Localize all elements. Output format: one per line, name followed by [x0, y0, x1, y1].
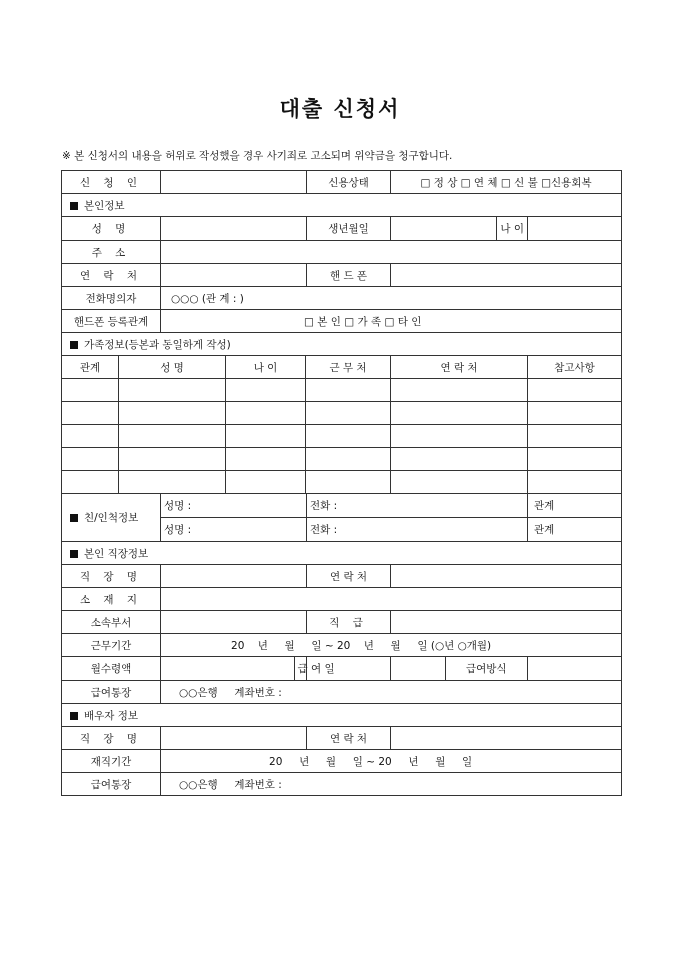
phone-owner-label: 전화명의자 [62, 287, 161, 310]
family-cell[interactable] [119, 471, 226, 494]
square-bullet-icon [70, 514, 78, 522]
square-bullet-icon [70, 202, 78, 210]
family-cell[interactable] [226, 379, 306, 402]
location-label: 소 재 지 [62, 588, 161, 611]
credit-status-options[interactable]: □ 정 상 □ 연 체 □ 신 불 □신용회복 [391, 171, 622, 194]
dept-input[interactable] [161, 611, 307, 634]
bank-label: 급여통장 [62, 681, 161, 704]
family-cell[interactable] [119, 402, 226, 425]
relative-phone-1[interactable]: 전화 : [307, 494, 528, 518]
credit-status-label: 신용상태 [307, 171, 391, 194]
company-label: 직 장 명 [62, 565, 161, 588]
contact-label: 연 락 처 [62, 264, 161, 287]
table-row [62, 425, 622, 448]
family-cell[interactable] [391, 402, 528, 425]
salary-label: 월수령액 [62, 657, 161, 681]
section-work: 본인 직장정보 [62, 542, 622, 565]
contact-input[interactable] [161, 264, 307, 287]
dept-label: 소속부서 [62, 611, 161, 634]
family-cell[interactable] [62, 402, 119, 425]
family-cell[interactable] [528, 448, 622, 471]
family-header-name: 성 명 [119, 356, 226, 379]
family-cell[interactable] [306, 471, 391, 494]
family-cell[interactable] [306, 402, 391, 425]
bank-value[interactable]: ○○은행 계좌번호 : [161, 681, 622, 704]
spouse-bank-label: 급여통장 [62, 773, 161, 796]
family-cell[interactable] [119, 379, 226, 402]
applicant-input[interactable] [161, 171, 307, 194]
family-cell[interactable] [62, 425, 119, 448]
family-cell[interactable] [226, 402, 306, 425]
notice-text: ※ 본 신청서의 내용을 허위로 작성했을 경우 사기죄로 고소되며 위약금을 청구합니다. [62, 150, 453, 162]
work-contact-label: 연 락 처 [307, 565, 391, 588]
family-cell[interactable] [226, 448, 306, 471]
section-relatives: 친/인척정보 [62, 494, 161, 542]
mobile-reg-label: 핸드폰 등록관계 [62, 310, 161, 333]
paytype-label: 급여방식 [465, 663, 507, 675]
spouse-contact-input[interactable] [391, 727, 622, 750]
family-cell[interactable] [391, 471, 528, 494]
address-input[interactable] [161, 241, 622, 264]
mobile-label: 핸 드 폰 [307, 264, 391, 287]
age-label: 나 이 [500, 223, 525, 235]
family-cell[interactable] [391, 379, 528, 402]
location-input[interactable] [161, 588, 622, 611]
family-header-work: 근 무 처 [306, 356, 391, 379]
salary-input[interactable] [161, 657, 294, 680]
relative-phone-2[interactable]: 전화 : [307, 518, 528, 542]
table-row [62, 448, 622, 471]
family-cell[interactable] [528, 471, 622, 494]
relative-relation-1[interactable]: 관계 [528, 494, 622, 518]
family-cell[interactable] [306, 379, 391, 402]
square-bullet-icon [70, 712, 78, 720]
family-header-relation: 관계 [62, 356, 119, 379]
table-row [62, 402, 622, 425]
birth-input[interactable] [391, 217, 528, 241]
name-label: 성 명 [62, 217, 161, 241]
spouse-company-label: 직 장 명 [62, 727, 161, 750]
table-row [62, 379, 622, 402]
family-cell[interactable] [119, 425, 226, 448]
family-cell[interactable] [119, 448, 226, 471]
family-cell[interactable] [226, 471, 306, 494]
work-contact-input[interactable] [391, 565, 622, 588]
table-row [62, 471, 622, 494]
age-input[interactable] [528, 217, 622, 241]
work-period-label: 근무기간 [62, 634, 161, 657]
family-cell[interactable] [528, 402, 622, 425]
position-label: 직 급 [307, 611, 391, 634]
birth-label: 생년월일 [307, 217, 391, 241]
section-personal: 본인정보 [62, 194, 622, 217]
family-cell[interactable] [528, 379, 622, 402]
square-bullet-icon [70, 550, 78, 558]
family-cell[interactable] [306, 448, 391, 471]
family-cell[interactable] [62, 379, 119, 402]
family-cell[interactable] [306, 425, 391, 448]
applicant-label: 신 청 인 [62, 171, 161, 194]
work-period-value[interactable]: 20 년 월 일 ~ 20 년 월 일 (○년 ○개월) [161, 634, 622, 657]
family-cell[interactable] [528, 425, 622, 448]
family-cell[interactable] [226, 425, 306, 448]
position-input[interactable] [391, 611, 622, 634]
section-spouse: 배우자 정보 [62, 704, 622, 727]
family-cell[interactable] [391, 425, 528, 448]
name-input[interactable] [161, 217, 307, 241]
family-header-contact: 연 락 처 [391, 356, 528, 379]
family-cell[interactable] [62, 448, 119, 471]
section-family: 가족정보(등본과 동일하게 작성) [62, 333, 622, 356]
relative-name-2[interactable]: 성명 : [161, 518, 307, 542]
family-header-age: 나 이 [226, 356, 306, 379]
company-input[interactable] [161, 565, 307, 588]
family-header-notes: 참고사항 [528, 356, 622, 379]
birth-value[interactable] [391, 217, 497, 240]
phone-owner-value[interactable]: ○○○ (관 계 : ) [161, 287, 622, 310]
spouse-bank-value[interactable]: ○○은행 계좌번호 : [161, 773, 622, 796]
spouse-period-label: 재직기간 [62, 750, 161, 773]
square-bullet-icon [70, 341, 78, 349]
paytype-input[interactable] [528, 657, 622, 681]
family-cell[interactable] [391, 448, 528, 471]
payday-label: 급 여 일 [297, 663, 335, 675]
payday-input-2[interactable] [391, 657, 445, 680]
page-title: 대출 신청서 [279, 97, 401, 121]
spouse-contact-label: 연 락 처 [307, 727, 391, 750]
spouse-company-input[interactable] [161, 727, 307, 750]
address-label: 주 소 [62, 241, 161, 264]
mobile-reg-options[interactable]: □ 본 인 □ 가 족 □ 타 인 [161, 310, 622, 333]
loan-application-form [61, 170, 622, 796]
mobile-input[interactable] [391, 264, 622, 287]
family-cell[interactable] [62, 471, 119, 494]
spouse-period-value[interactable]: 20 년 월 일 ~ 20 년 월 일 [161, 750, 622, 773]
relative-relation-2[interactable]: 관계 [528, 518, 622, 542]
relative-name-1[interactable]: 성명 : [161, 494, 307, 518]
